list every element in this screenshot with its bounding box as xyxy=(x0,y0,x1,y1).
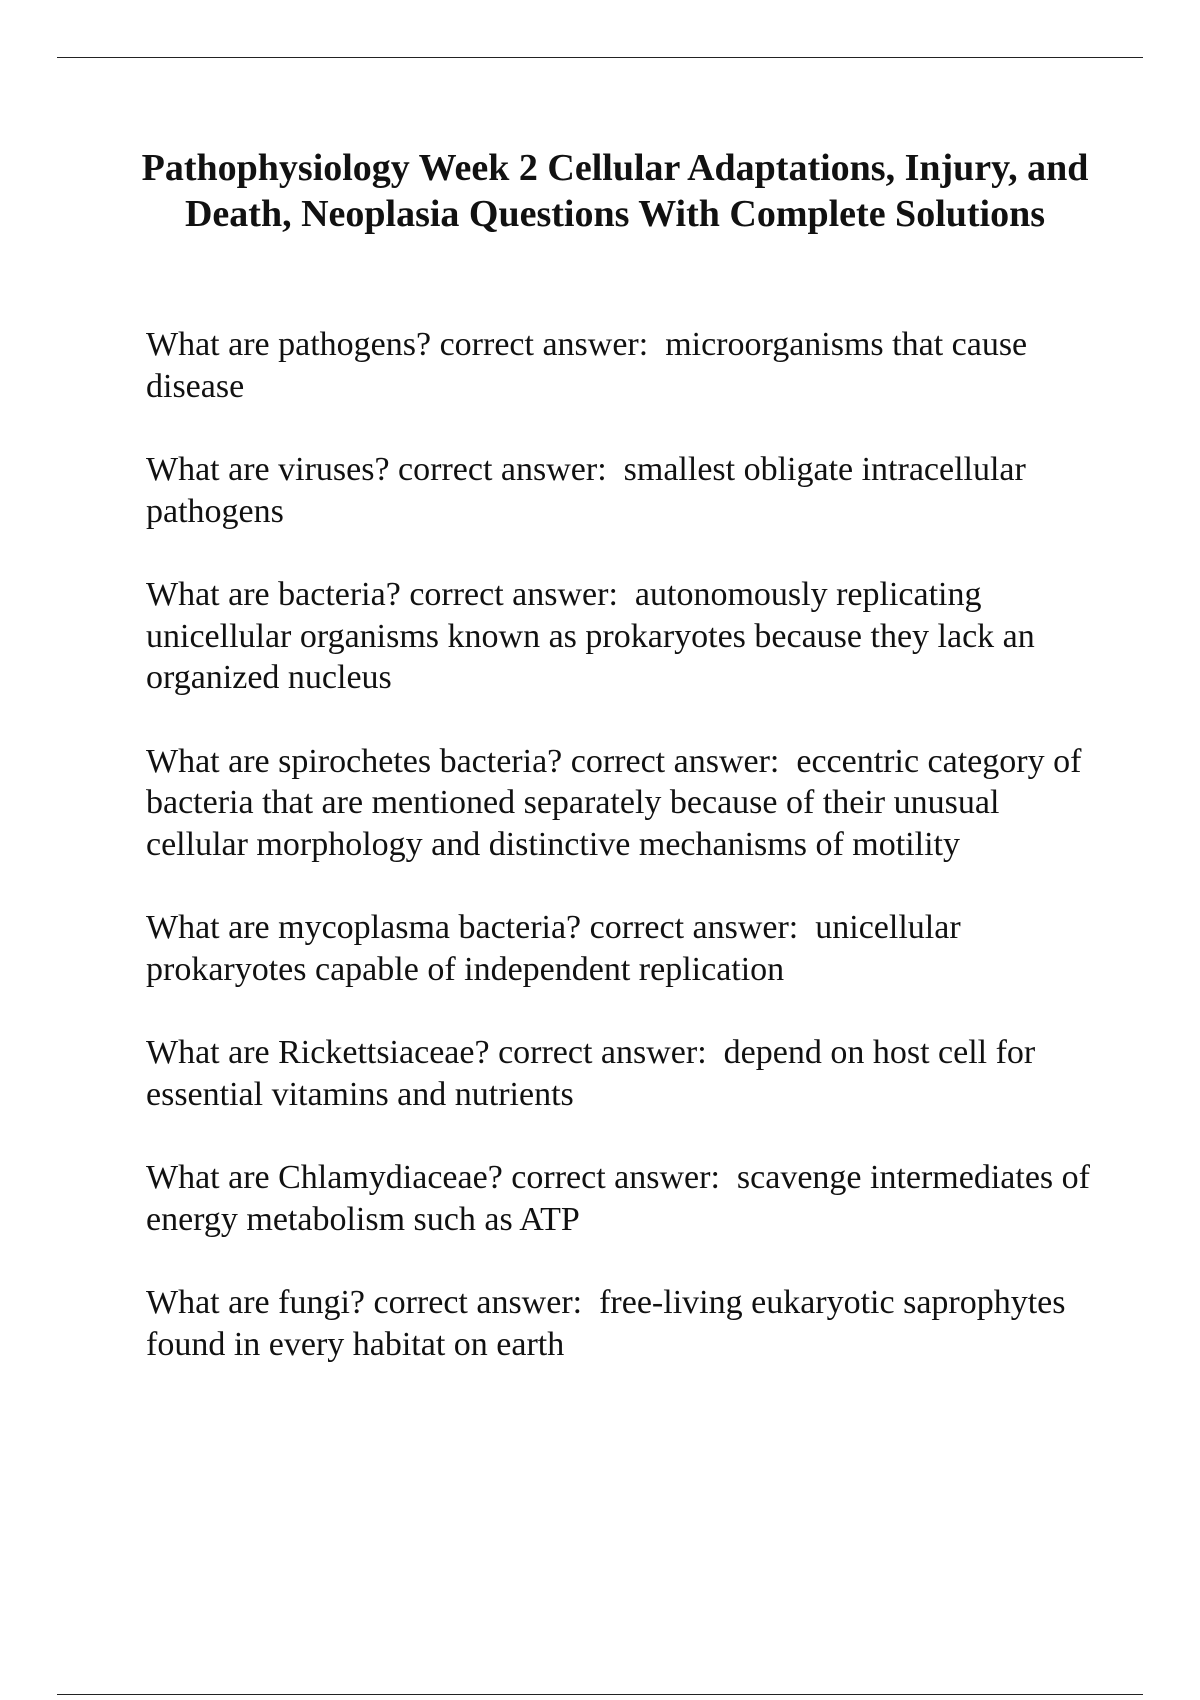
question-text: What are pathogens? xyxy=(146,326,432,363)
answer-text: smallest obligate intracellular pathogens xyxy=(146,451,1026,530)
answer-text: depend on host cell for essential vitamins and nutrients xyxy=(146,1034,1036,1113)
qa-item xyxy=(146,741,1106,866)
qa-item xyxy=(146,324,1106,407)
answer-text: free-living eukaryotic saprophytes found in every habitat on earth xyxy=(146,1284,1066,1363)
answer-marker: correct answer: xyxy=(373,1284,583,1321)
question-text: What are Chlamydiaceae? xyxy=(146,1159,503,1196)
answer-marker: correct answer: xyxy=(511,1159,720,1196)
answer-marker: correct answer: xyxy=(439,326,649,363)
qa-item xyxy=(146,1157,1106,1240)
answer-marker: correct answer: xyxy=(570,742,780,780)
question-text: What are spirochetes bacteria? xyxy=(146,742,563,780)
qa-item xyxy=(146,574,1106,699)
answer-text: eccentric category of bacteria that are mentioned separately because of their unusual cellular morphology and distinctive mechanisms of motility xyxy=(146,742,1082,863)
top-rule xyxy=(57,57,1143,58)
question-text: What are Rickettsiaceae? xyxy=(146,1034,490,1071)
qa-list xyxy=(146,324,1106,1407)
answer-text: scavenge intermediates of energy metabolism such as ATP xyxy=(146,1159,1090,1238)
question-text: What are viruses? xyxy=(146,451,390,488)
answer-marker: correct answer: xyxy=(589,909,799,946)
qa-item xyxy=(146,1032,1106,1115)
answer-marker: correct answer: xyxy=(409,576,618,613)
answer-text: microorganisms that cause disease xyxy=(146,326,1028,405)
question-text: What are mycoplasma bacteria? xyxy=(146,909,582,946)
question-text: What are bacteria? xyxy=(146,576,401,613)
document-title: Pathophysiology Week 2 Cellular Adaptations, Injury, and Death, Neoplasia Questions With Complete Solutions xyxy=(141,147,1089,235)
qa-item xyxy=(146,449,1106,532)
answer-text: autonomously replicating unicellular organisms known as prokaryotes because they lack an organized nucleus xyxy=(146,576,1035,696)
question-text: What are fungi? xyxy=(146,1284,365,1321)
bottom-rule xyxy=(57,1694,1143,1695)
qa-item xyxy=(146,907,1106,990)
answer-marker: correct answer: xyxy=(398,451,607,488)
answer-marker: correct answer: xyxy=(498,1034,707,1071)
answer-text: unicellular prokaryotes capable of independent replication xyxy=(146,909,961,988)
qa-item xyxy=(146,1282,1106,1365)
